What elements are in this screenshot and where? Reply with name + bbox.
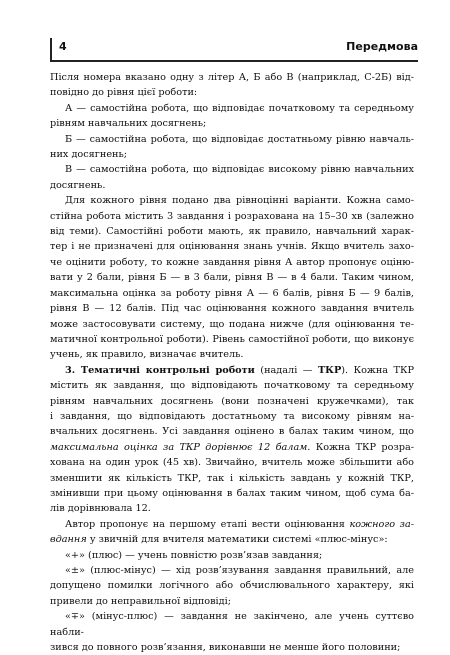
text-line: матичної контрольної роботи). Рівень самостійної роботи, що виконує: [50, 333, 414, 345]
text-line: стійна робота містить 3 завдання і розрахована на 15–30 хв (залежно: [50, 210, 414, 222]
text-line: «+» (плюс) — учень повністю розв’язав завдання;: [65, 549, 323, 561]
text-line: зменшити як кількість ТКР, так і кількість завдань у кожній ТКР,: [50, 472, 414, 484]
page-body: [50, 70, 414, 655]
text-line: Б — самостійна робота, що відповідає достатньому рівню навчаль-: [65, 133, 414, 145]
text-line: хована на один урок (45 хв). Звичайно, вчитель може збільшити або: [50, 457, 414, 469]
text-run: (надалі —: [254, 364, 318, 376]
text-run: . Кожна ТКР розра-: [307, 441, 415, 453]
text-line: може застосовувати систему, що подана нижче (для оцінювання те-: [50, 318, 414, 330]
text-line: че оцінити роботу, то кожне завдання рівня А автор пропонує оціню-: [50, 256, 414, 268]
text-line: [50, 363, 414, 378]
text-line: від теми). Самостійні роботи мають, як правило, навчальний харак-: [50, 226, 414, 238]
text-line: учень, як правило, визначає вчитель.: [50, 349, 244, 361]
text-line: і завдання, що відповідають достатньому та високому рівням на-: [50, 410, 414, 422]
text-line: привели до неправильної відповіді;: [50, 595, 231, 607]
text-line: Після номера вказано одну з літер А, Б або В (наприклад, С-2Б) від-: [50, 72, 414, 83]
header-vertical-rule: [50, 38, 52, 62]
text-line: рівням навчальних досягнень;: [50, 118, 207, 130]
text-line: [50, 532, 414, 547]
page-header: [50, 38, 418, 62]
text-line: [50, 517, 414, 532]
text-line: зився до повного розв’язання, виконавши не менше його половини;: [50, 642, 401, 654]
section-heading: 3. Тематичні контрольні роботи: [65, 364, 255, 376]
emphasis-text: кожного за-: [349, 518, 414, 530]
text-line: рівня В — 12 балів. Під час оцінювання кожного завдання вчитель: [50, 303, 414, 315]
text-line: «∓» (мінус-плюс) — завдання не закінчено, але учень суттєво набли-: [50, 611, 414, 638]
text-line: них досягнень;: [50, 149, 128, 161]
text-line: містить як завдання, що відповідають початковому та середньому: [50, 380, 414, 392]
text-run: у звичній для вчителя математики системі «плюс-мінус»:: [86, 534, 388, 546]
abbreviation: ТКР: [317, 364, 342, 376]
text-line: лів дорівнювала 12.: [50, 503, 151, 515]
text-line: досягнень.: [50, 179, 106, 191]
emphasis-text: вдання: [50, 534, 87, 546]
text-line: тер і не призначені для оцінювання знань учнів. Якщо вчитель захо-: [50, 241, 414, 253]
text-line: максимальна оцінка за роботу рівня А — 6 балів, рівня Б — 9 балів,: [50, 287, 414, 299]
page-number: 4: [59, 40, 67, 53]
header-horizontal-rule: [50, 60, 418, 62]
text-run: ). Кожна ТКР: [341, 364, 414, 376]
section-title: Передмова: [346, 40, 418, 53]
text-line: змінивши при цьому оцінювання в балах таким чином, щоб сума ба-: [50, 487, 414, 499]
text-run: Автор пропонує на першому етапі вести оцінювання: [65, 518, 350, 530]
text-line: допущено помилки логічного або обчислювального характеру, які: [50, 580, 414, 592]
text-line: рівням навчальних досягнень (вони позначені кружечками), так: [50, 395, 414, 407]
text-line: Для кожного рівня подано два рівноцінні варіанти. Кожна само-: [65, 195, 414, 207]
emphasis-text: максимальна оцінка за ТКР дорівнює 12 балам: [50, 441, 308, 453]
text-line: В — самостійна робота, що відповідає високому рівню навчальних: [65, 164, 414, 176]
text-line: А — самостійна робота, що відповідає початковому та середньому: [65, 102, 414, 114]
text-line: вати у 2 бали, рівня Б — в 3 бали, рівня В — в 4 бали. Таким чином,: [50, 272, 414, 284]
text-line: вчальних досягнень. Усі завдання оцінено в балах таким чином, що: [50, 426, 414, 438]
text-line: «±» (плюс-мінус) — хід розв’язування завдання правильний, але: [65, 565, 414, 576]
text-line: повідно до рівня цієї роботи:: [50, 87, 198, 99]
text-line: [50, 440, 414, 455]
